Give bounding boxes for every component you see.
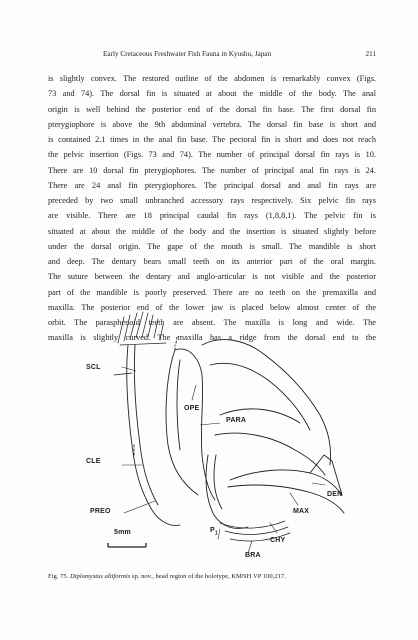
text-line: the pelvic insertion (Figs. 73 and 74). The number of principal dorsal fin rays is 10. xyxy=(48,150,376,160)
caption-figure-number: Fig. 75. xyxy=(48,573,69,580)
fin-rays-hatching xyxy=(118,312,166,345)
maxilla-outline xyxy=(230,470,342,495)
skull-outline xyxy=(202,340,331,465)
fossil-drawing xyxy=(80,305,350,560)
text-line: maxilla is slightly curved. The maxilla has a ridge from the dorsal end to the xyxy=(48,333,376,343)
label-para: PARA xyxy=(226,417,247,424)
text-line: orbit. The parasphenoid teeth are absent. The maxilla is long and wide. The xyxy=(48,318,376,327)
label-scl: SCL xyxy=(86,364,101,371)
text-line: origin is well behind the posterior end of the dorsal fin base. The first dorsal fin xyxy=(48,104,376,114)
text-line: is contained 2.1 times in the anal fin base. The pectoral fin is short and does not reach xyxy=(48,135,376,144)
label-chy: CHY xyxy=(270,537,286,544)
text-line: There are 24 anal fin pterygiophores. The principal dorsal and anal fin rays are xyxy=(48,180,376,190)
label-p1-text: P xyxy=(210,527,215,534)
label-leader-lines xyxy=(122,367,325,553)
label-bra: BRA xyxy=(245,552,261,559)
page-number: 211 xyxy=(365,50,376,58)
text-line: and deep. The dentary bears small teeth on its anterior part of the oral margin. xyxy=(48,257,376,266)
text-line: are visible. There are 18 principal caudal fin rays (1,8,8,1). The pelvic fin is xyxy=(48,211,376,221)
label-p1-subscript: 1 xyxy=(214,530,218,537)
running-title: Early Cretaceous Freshwater Fish Fauna in Kyushu, Japan xyxy=(103,50,272,58)
text-line: 73 and 74). The dorsal fin is situated at about the middle of the body. The anal xyxy=(48,89,376,99)
caption-taxon-name: Diplomystus altiformis xyxy=(70,573,131,580)
text-line: pterygiophore is above the 9th abdominal vertebra. The dorsal fin base is short and xyxy=(48,119,376,129)
fossil-head-figure xyxy=(80,305,350,560)
label-cle: CLE xyxy=(86,458,101,465)
text-line: under the dorsal origin. The gape of the mouth is small. The mandible is short xyxy=(48,241,376,251)
text-line: The suture between the dentary and anglo-articular is not visible and the posterior xyxy=(48,272,376,282)
label-max: MAX xyxy=(293,508,310,515)
label-ope: OPE xyxy=(184,405,200,412)
text-line: There are 10 dorsal fin pterygiophores. The number of principal anal fin rays is 24. xyxy=(48,165,376,175)
text-line: part of the mandible is poorly preserved. There are no teeth on the premaxilla and xyxy=(48,287,376,297)
text-line: is slightly convex. The restored outline of the abdomen is remarkably convex (Figs. xyxy=(48,74,376,83)
scale-bar-label: 5mm xyxy=(114,529,131,536)
opercle-outline xyxy=(166,350,198,495)
text-line: preceded by two small unbranched accessory rays respectively. Six pelvic fin rays xyxy=(48,196,376,205)
text-line: maxilla. The posterior end of the lower jaw is placed below almost center of the xyxy=(48,302,376,312)
label-den: DEN xyxy=(327,491,343,498)
scale-bar xyxy=(108,543,146,547)
label-preo: PREO xyxy=(90,508,111,515)
label-p1 xyxy=(210,527,218,536)
figure-caption xyxy=(48,573,378,580)
preopercle-outline xyxy=(206,455,248,529)
text-line: situated at about the middle of the body and the insertion is situated slightly before xyxy=(48,226,376,236)
caption-text: sp. nov., head region of the holotype, KMNH VP 100,217. xyxy=(130,573,286,580)
